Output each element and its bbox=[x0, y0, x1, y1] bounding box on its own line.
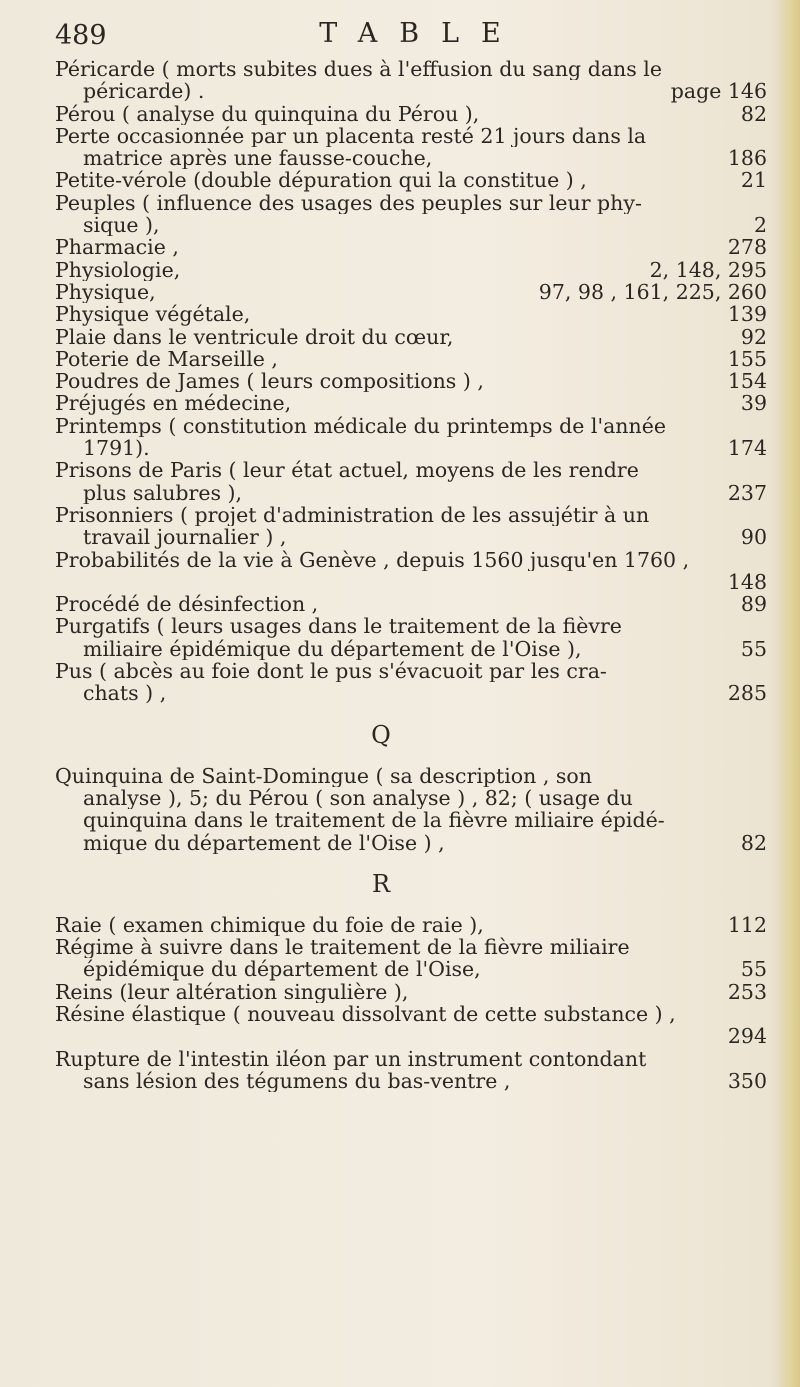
entry-line bbox=[55, 1070, 767, 1092]
entry-text: Physique végétale, bbox=[55, 303, 251, 326]
index-entry bbox=[55, 549, 767, 594]
index-entry bbox=[55, 415, 767, 460]
index-entry bbox=[55, 125, 767, 170]
entry-page-ref: 90 bbox=[740, 525, 767, 550]
entry-text: Pharmacie , bbox=[55, 236, 179, 259]
entry-text: Peuples ( influence des usages des peuples sur leur phy- bbox=[55, 191, 642, 215]
entry-line bbox=[55, 259, 767, 281]
entry-page-ref: 2 bbox=[753, 213, 767, 238]
entry-page-ref: 237 bbox=[727, 480, 767, 505]
entry-text: épidémique du département de l'Oise, bbox=[83, 958, 481, 981]
index-entry bbox=[55, 370, 767, 392]
running-header bbox=[55, 8, 765, 58]
entry-line bbox=[55, 147, 767, 169]
entry-text: matrice après une fausse-couche, bbox=[83, 147, 433, 170]
index-entry bbox=[55, 1003, 767, 1048]
entry-line bbox=[55, 125, 767, 147]
section-letter-q: Q bbox=[371, 720, 391, 749]
entry-line bbox=[55, 80, 767, 102]
section-p-entries bbox=[55, 58, 767, 705]
index-entry bbox=[55, 1048, 767, 1093]
entry-text: analyse ), 5; du Pérou ( son analyse ) , 82; ( usage du bbox=[83, 786, 633, 810]
entry-page-ref: 92 bbox=[740, 324, 767, 349]
entry-line bbox=[55, 326, 767, 348]
entry-line bbox=[55, 809, 767, 831]
entry-page-ref: 155 bbox=[727, 346, 767, 371]
index-entry bbox=[55, 326, 767, 348]
entry-page-ref: 139 bbox=[727, 302, 767, 327]
entry-text: 1791). bbox=[83, 437, 150, 460]
entry-text: mique du département de l'Oise ) , bbox=[83, 831, 445, 854]
entry-line bbox=[55, 459, 767, 481]
entry-page-ref: 112 bbox=[727, 912, 767, 937]
entry-line bbox=[55, 593, 767, 615]
entry-page-ref: 285 bbox=[727, 681, 767, 706]
page-edge-shadow bbox=[778, 0, 800, 1387]
entry-text: Prisons de Paris ( leur état actuel, moyens de les rendre bbox=[55, 459, 639, 482]
section-letter-r: R bbox=[371, 869, 391, 898]
entry-page-ref: 82 bbox=[740, 830, 767, 855]
index-entry bbox=[55, 58, 767, 103]
index-entry bbox=[55, 303, 767, 325]
index-entry bbox=[55, 914, 767, 936]
entry-text: Poterie de Marseille , bbox=[55, 347, 278, 371]
entry-line bbox=[55, 787, 767, 809]
section-r-entries bbox=[55, 914, 767, 1092]
entry-text: Petite-vérole (double dépuration qui la constitue ) , bbox=[55, 169, 587, 192]
entry-text: Plaie dans le ventricule droit du cœur, bbox=[55, 325, 454, 348]
entry-text: Pérou ( analyse du quinquina du Pérou ), bbox=[55, 102, 480, 125]
entry-text: Régime à suivre dans le traitement de la fièvre miliaire bbox=[55, 936, 630, 959]
entry-line bbox=[55, 832, 767, 854]
entry-text: Pus ( abcès au foie dont le pus s'évacuoit par les cra- bbox=[55, 660, 607, 683]
entry-line bbox=[55, 638, 767, 660]
entry-text: quinquina dans le traitement de la fièvre miliaire épidé- bbox=[83, 809, 665, 832]
index-entry bbox=[55, 103, 767, 125]
entry-page-ref: 21 bbox=[740, 168, 767, 193]
entry-line bbox=[55, 1048, 767, 1070]
index-entry bbox=[55, 236, 767, 258]
entry-line bbox=[55, 281, 767, 303]
entry-line bbox=[55, 482, 767, 504]
index-entry bbox=[55, 169, 767, 191]
index-entry bbox=[55, 981, 767, 1003]
index-entry bbox=[55, 259, 767, 281]
entry-text: Reins (leur altération singulière ), bbox=[55, 980, 409, 1003]
index-entry bbox=[55, 348, 767, 370]
entry-line bbox=[55, 58, 767, 80]
entry-text: Prisonniers ( projet d'administration de les assujétir à un bbox=[55, 503, 650, 527]
entry-line bbox=[55, 169, 767, 191]
entry-page-ref: 148 bbox=[727, 569, 767, 594]
entry-text: miliaire épidémique du département de l'Oise ), bbox=[83, 637, 582, 661]
entry-line bbox=[55, 958, 767, 980]
entry-text: Préjugés en médecine, bbox=[55, 392, 292, 415]
index-content bbox=[55, 58, 767, 1092]
entry-line bbox=[55, 392, 767, 414]
entry-line bbox=[55, 615, 767, 637]
entry-line bbox=[55, 1003, 767, 1025]
entry-line bbox=[55, 765, 767, 787]
page-number: 489 bbox=[55, 20, 107, 51]
entry-page-ref: 174 bbox=[727, 436, 767, 461]
entry-line bbox=[55, 549, 767, 571]
entry-line bbox=[55, 370, 767, 392]
entry-text: Résine élastique ( nouveau dissolvant de cette substance ) , bbox=[55, 1002, 676, 1026]
entry-page-ref: 89 bbox=[740, 592, 767, 617]
entry-page-ref: 55 bbox=[740, 636, 767, 661]
index-entry bbox=[55, 615, 767, 660]
index-entry bbox=[55, 504, 767, 549]
entry-line bbox=[55, 936, 767, 958]
index-entry bbox=[55, 459, 767, 504]
entry-page-ref: 278 bbox=[727, 235, 767, 260]
entry-text: Raie ( examen chimique du foie de raie ), bbox=[55, 913, 484, 937]
index-entry bbox=[55, 593, 767, 615]
entry-page-ref: 55 bbox=[740, 957, 767, 982]
entry-page-ref: 97, 98 , 161, 225, 260 bbox=[538, 279, 767, 304]
entry-text: péricarde) . bbox=[83, 80, 205, 103]
entry-text: plus salubres ), bbox=[83, 481, 243, 504]
index-entry bbox=[55, 281, 767, 303]
entry-line bbox=[55, 103, 767, 125]
entry-text: Probabilités de la vie à Genève , depuis 1560 jusqu'en 1760 , bbox=[55, 548, 690, 571]
entry-line bbox=[55, 526, 767, 548]
entry-page-ref: 154 bbox=[727, 369, 767, 394]
entry-text: chats ) , bbox=[83, 682, 167, 705]
entry-page-ref: 2, 148, 295 bbox=[649, 257, 767, 282]
entry-line bbox=[55, 682, 767, 704]
running-title: TABLE bbox=[319, 18, 523, 49]
entry-line bbox=[55, 415, 767, 437]
entry-text: Perte occasionnée par un placenta resté 21 jours dans la bbox=[55, 124, 647, 148]
entry-line bbox=[55, 660, 767, 682]
entry-text: Rupture de l'intestin iléon par un instrument contondant bbox=[55, 1047, 647, 1070]
entry-text: travail journalier ) , bbox=[83, 526, 287, 549]
entry-page-ref: 294 bbox=[727, 1024, 767, 1049]
entry-text: Printemps ( constitution médicale du printemps de l'année bbox=[55, 414, 666, 438]
entry-line bbox=[55, 348, 767, 370]
entry-text: Purgatifs ( leurs usages dans le traitement de la fièvre bbox=[55, 615, 622, 638]
entry-line bbox=[55, 192, 767, 214]
index-entry bbox=[55, 392, 767, 414]
entry-text: Procédé de désinfection , bbox=[55, 593, 319, 616]
index-entry bbox=[55, 192, 767, 237]
entry-page-ref: 186 bbox=[727, 146, 767, 171]
entry-line bbox=[55, 303, 767, 325]
entry-page-ref: 82 bbox=[740, 101, 767, 126]
entry-line bbox=[55, 214, 767, 236]
entry-page-ref: 350 bbox=[727, 1068, 767, 1093]
entry-page-ref: page 146 bbox=[670, 79, 767, 104]
entry-line bbox=[55, 981, 767, 1003]
index-entry bbox=[55, 765, 767, 854]
entry-line bbox=[55, 437, 767, 459]
entry-text: Poudres de James ( leurs compositions ) , bbox=[55, 370, 484, 393]
section-q-entries bbox=[55, 765, 767, 854]
entry-text: Péricarde ( morts subites dues à l'effusion du sang dans le bbox=[55, 58, 662, 81]
entry-line bbox=[55, 236, 767, 258]
entry-line bbox=[55, 504, 767, 526]
entry-text: sans lésion des tégumens du bas-ventre , bbox=[83, 1069, 511, 1093]
entry-text: Physiologie, bbox=[55, 258, 181, 281]
entry-text: sique ), bbox=[83, 214, 160, 237]
entry-text: Physique, bbox=[55, 280, 156, 304]
entry-line bbox=[55, 914, 767, 936]
index-entry bbox=[55, 660, 767, 705]
entry-page-ref: 39 bbox=[740, 391, 767, 416]
index-entry bbox=[55, 936, 767, 981]
entry-page-ref: 253 bbox=[727, 979, 767, 1004]
entry-text: Quinquina de Saint-Domingue ( sa description , son bbox=[55, 764, 592, 787]
